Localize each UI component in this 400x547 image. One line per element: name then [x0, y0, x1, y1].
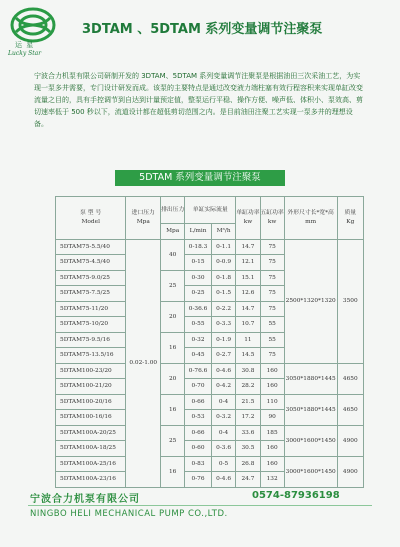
page-title: 3DTAM 、5DTAM 系列变量调节注聚泵 [82, 22, 323, 37]
cell-model: 5DTAM100-16/16 [56, 410, 126, 426]
cell-flow-lmin: 0-66 [185, 394, 212, 410]
footer-phone: 0574-87936198 [252, 490, 340, 501]
cell-model: 5DTAM100A-20/25 [56, 425, 126, 441]
footer-company-english: NINGBO HELI MECHANICAL PUMP CO.,LTD. [30, 509, 228, 519]
cell-weight: 4650 [337, 394, 363, 425]
cell-flow-lmin: 0-55 [185, 317, 212, 333]
cell-model: 5DTAM100A-18/25 [56, 441, 126, 457]
cell-outlet-pressure: 40 [161, 239, 185, 270]
cell-single-power: 28.2 [236, 379, 260, 395]
cell-model: 5DTAM100A-23/16 [56, 472, 126, 488]
cell-five-power: 75 [260, 239, 284, 255]
cell-five-power: 132 [260, 472, 284, 488]
cell-five-power: 160 [260, 379, 284, 395]
cell-five-power: 75 [260, 301, 284, 317]
cell-outlet-pressure: 16 [161, 456, 185, 487]
cell-five-power: 110 [260, 394, 284, 410]
cell-five-power: 160 [260, 363, 284, 379]
table-header-row [56, 197, 364, 224]
cell-weight: 4900 [337, 425, 363, 456]
cell-flow-lmin: 0-15 [185, 255, 212, 271]
header [0, 0, 400, 68]
cell-five-power: 185 [260, 425, 284, 441]
cell-model: 5DTAM75-5.5/40 [56, 239, 126, 255]
cell-flow-lmin: 0-76 [185, 472, 212, 488]
cell-dimensions: 2500*1320*1320 [284, 239, 337, 363]
cell-dimensions: 3000*1600*1450 [284, 425, 337, 456]
cell-flow-m3h: 0-4 [211, 425, 235, 441]
cell-single-power: 26.8 [236, 456, 260, 472]
cell-single-power: 33.6 [236, 425, 260, 441]
cell-flow-m3h: 0-2.7 [211, 348, 235, 364]
cell-model: 5DTAM75-4.5/40 [56, 255, 126, 271]
cell-flow-lmin: 0-18.3 [185, 239, 212, 255]
cell-single-power: 14.7 [236, 239, 260, 255]
cell-outlet-pressure: 16 [161, 394, 185, 425]
header-model: 泵 型 号 Model [56, 197, 126, 240]
cell-flow-m3h: 0-4.2 [211, 379, 235, 395]
cell-model: 5DTAM75-9.0/25 [56, 270, 126, 286]
cell-flow-m3h: 0-4.6 [211, 472, 235, 488]
cell-outlet-pressure: 20 [161, 301, 185, 332]
cell-model: 5DTAM100-23/20 [56, 363, 126, 379]
cell-dimensions: 3000*1600*1450 [284, 456, 337, 487]
cell-weight: 4900 [337, 456, 363, 487]
cell-model: 5DTAM75-9.5/16 [56, 332, 126, 348]
cell-flow-lmin: 0-25 [185, 286, 212, 302]
cell-flow-lmin: 0-76.6 [185, 363, 212, 379]
cell-five-power: 55 [260, 317, 284, 333]
cell-single-power: 15.1 [236, 270, 260, 286]
header-outlet-unit: Mpa [161, 224, 185, 240]
cell-flow-lmin: 0-36.6 [185, 301, 212, 317]
cell-dimensions: 3050*1880*1445 [284, 363, 337, 394]
cell-single-power: 14.5 [236, 348, 260, 364]
cell-single-power: 11 [236, 332, 260, 348]
footer-divider [28, 505, 372, 506]
cell-five-power: 90 [260, 410, 284, 426]
cell-single-power: 30.8 [236, 363, 260, 379]
cell-single-power: 12.6 [236, 286, 260, 302]
header-flow-lmin: L/min [185, 224, 212, 240]
cell-flow-lmin: 0-53 [185, 410, 212, 426]
cell-five-power: 75 [260, 286, 284, 302]
cell-dimensions: 3050*1880*1445 [284, 394, 337, 425]
cell-single-power: 14.7 [236, 301, 260, 317]
cell-flow-lmin: 0-70 [185, 379, 212, 395]
header-inlet-pressure: 进口压力 Mpa [126, 197, 161, 240]
lucky-star-logo-icon [10, 6, 56, 44]
cell-flow-lmin: 0-45 [185, 348, 212, 364]
table-row [56, 363, 364, 379]
cell-model: 5DTAM100-20/16 [56, 394, 126, 410]
cell-model: 5DTAM100-21/20 [56, 379, 126, 395]
cell-flow-m3h: 0-3.2 [211, 410, 235, 426]
cell-flow-m3h: 0-1.9 [211, 332, 235, 348]
cell-five-power: 75 [260, 348, 284, 364]
cell-flow-lmin: 0-32 [185, 332, 212, 348]
cell-five-power: 75 [260, 255, 284, 271]
cell-model: 5DTAM75-10/20 [56, 317, 126, 333]
header-flow: 单缸实际流量 [185, 197, 236, 224]
cell-flow-m3h: 0-0.9 [211, 255, 235, 271]
cell-flow-lmin: 0-60 [185, 441, 212, 457]
cell-flow-m3h: 0-3.6 [211, 441, 235, 457]
spec-table [55, 196, 364, 488]
cell-single-power: 12.1 [236, 255, 260, 271]
header-weight: 质量 Kg [337, 197, 363, 240]
cell-outlet-pressure: 25 [161, 425, 185, 456]
table-row [56, 456, 364, 472]
header-flow-m3h: M³/h [211, 224, 235, 240]
logo-english-text: Lucky Star [8, 50, 42, 57]
cell-flow-m3h: 0-5 [211, 456, 235, 472]
cell-single-power: 17.2 [236, 410, 260, 426]
intro-paragraph: 宁波合力机泵有限公司研制开发的 3DTAM、5DTAM 系列变量调节注聚泵是根据油田三次采油工艺，为实现一泵多井需要，专门设计研发而成。该泵的主要特点是通过改变液力端柱塞有效行程容积来实现单缸改变流量之目的，具有手控调节到自达到计量预定值，整泵运行平稳、操作方便、噪声低、体积小、泵效高、剪切速率低于 500 秒以下，流道设计都在超低剪切范围之内。是目前油田注聚工艺实现一泵多井的理想设备。 [34, 72, 363, 128]
cell-flow-m3h: 0-3.3 [211, 317, 235, 333]
cell-flow-m3h: 0-4.6 [211, 363, 235, 379]
cell-flow-m3h: 0-1.1 [211, 239, 235, 255]
cell-single-power: 10.7 [236, 317, 260, 333]
cell-five-power: 55 [260, 332, 284, 348]
cell-outlet-pressure: 20 [161, 363, 185, 394]
footer-company-chinese: 宁波合力机泵有限公司 [30, 494, 140, 505]
cell-single-power: 21.5 [236, 394, 260, 410]
cell-five-power: 75 [260, 270, 284, 286]
table-row [56, 394, 364, 410]
cell-flow-lmin: 0-66 [185, 425, 212, 441]
header-single-power: 单缸功率 kw [236, 197, 260, 240]
cell-outlet-pressure: 16 [161, 332, 185, 363]
table-row [56, 425, 364, 441]
cell-flow-m3h: 0-4 [211, 394, 235, 410]
header-dimensions: 外形尺寸长*宽*高 mm [284, 197, 337, 240]
table-row [56, 239, 364, 255]
header-five-power: 五缸功率 kw [260, 197, 284, 240]
cell-outlet-pressure: 25 [161, 270, 185, 301]
cell-weight: 4650 [337, 363, 363, 394]
cell-flow-lmin: 0-30 [185, 270, 212, 286]
cell-flow-m3h: 0-1.8 [211, 270, 235, 286]
cell-single-power: 24.7 [236, 472, 260, 488]
cell-model: 5DTAM75-7.5/25 [56, 286, 126, 302]
cell-model: 5DTAM75-11/20 [56, 301, 126, 317]
cell-flow-m3h: 0-1.5 [211, 286, 235, 302]
cell-flow-lmin: 0-83 [185, 456, 212, 472]
header-outlet-pressure: 排出压力 [161, 197, 185, 224]
cell-flow-m3h: 0-2.2 [211, 301, 235, 317]
cell-model: 5DTAM100A-25/16 [56, 456, 126, 472]
cell-single-power: 30.5 [236, 441, 260, 457]
logo-chinese-text: 运 星 [15, 41, 35, 49]
section-banner: 5DTAM 系列变量调节注聚泵 [115, 170, 285, 186]
cell-model: 5DTAM75-13.5/16 [56, 348, 126, 364]
cell-five-power: 160 [260, 441, 284, 457]
cell-inlet-pressure: 0.02-1.00 [126, 239, 161, 487]
cell-five-power: 160 [260, 456, 284, 472]
cell-weight: 3500 [337, 239, 363, 363]
